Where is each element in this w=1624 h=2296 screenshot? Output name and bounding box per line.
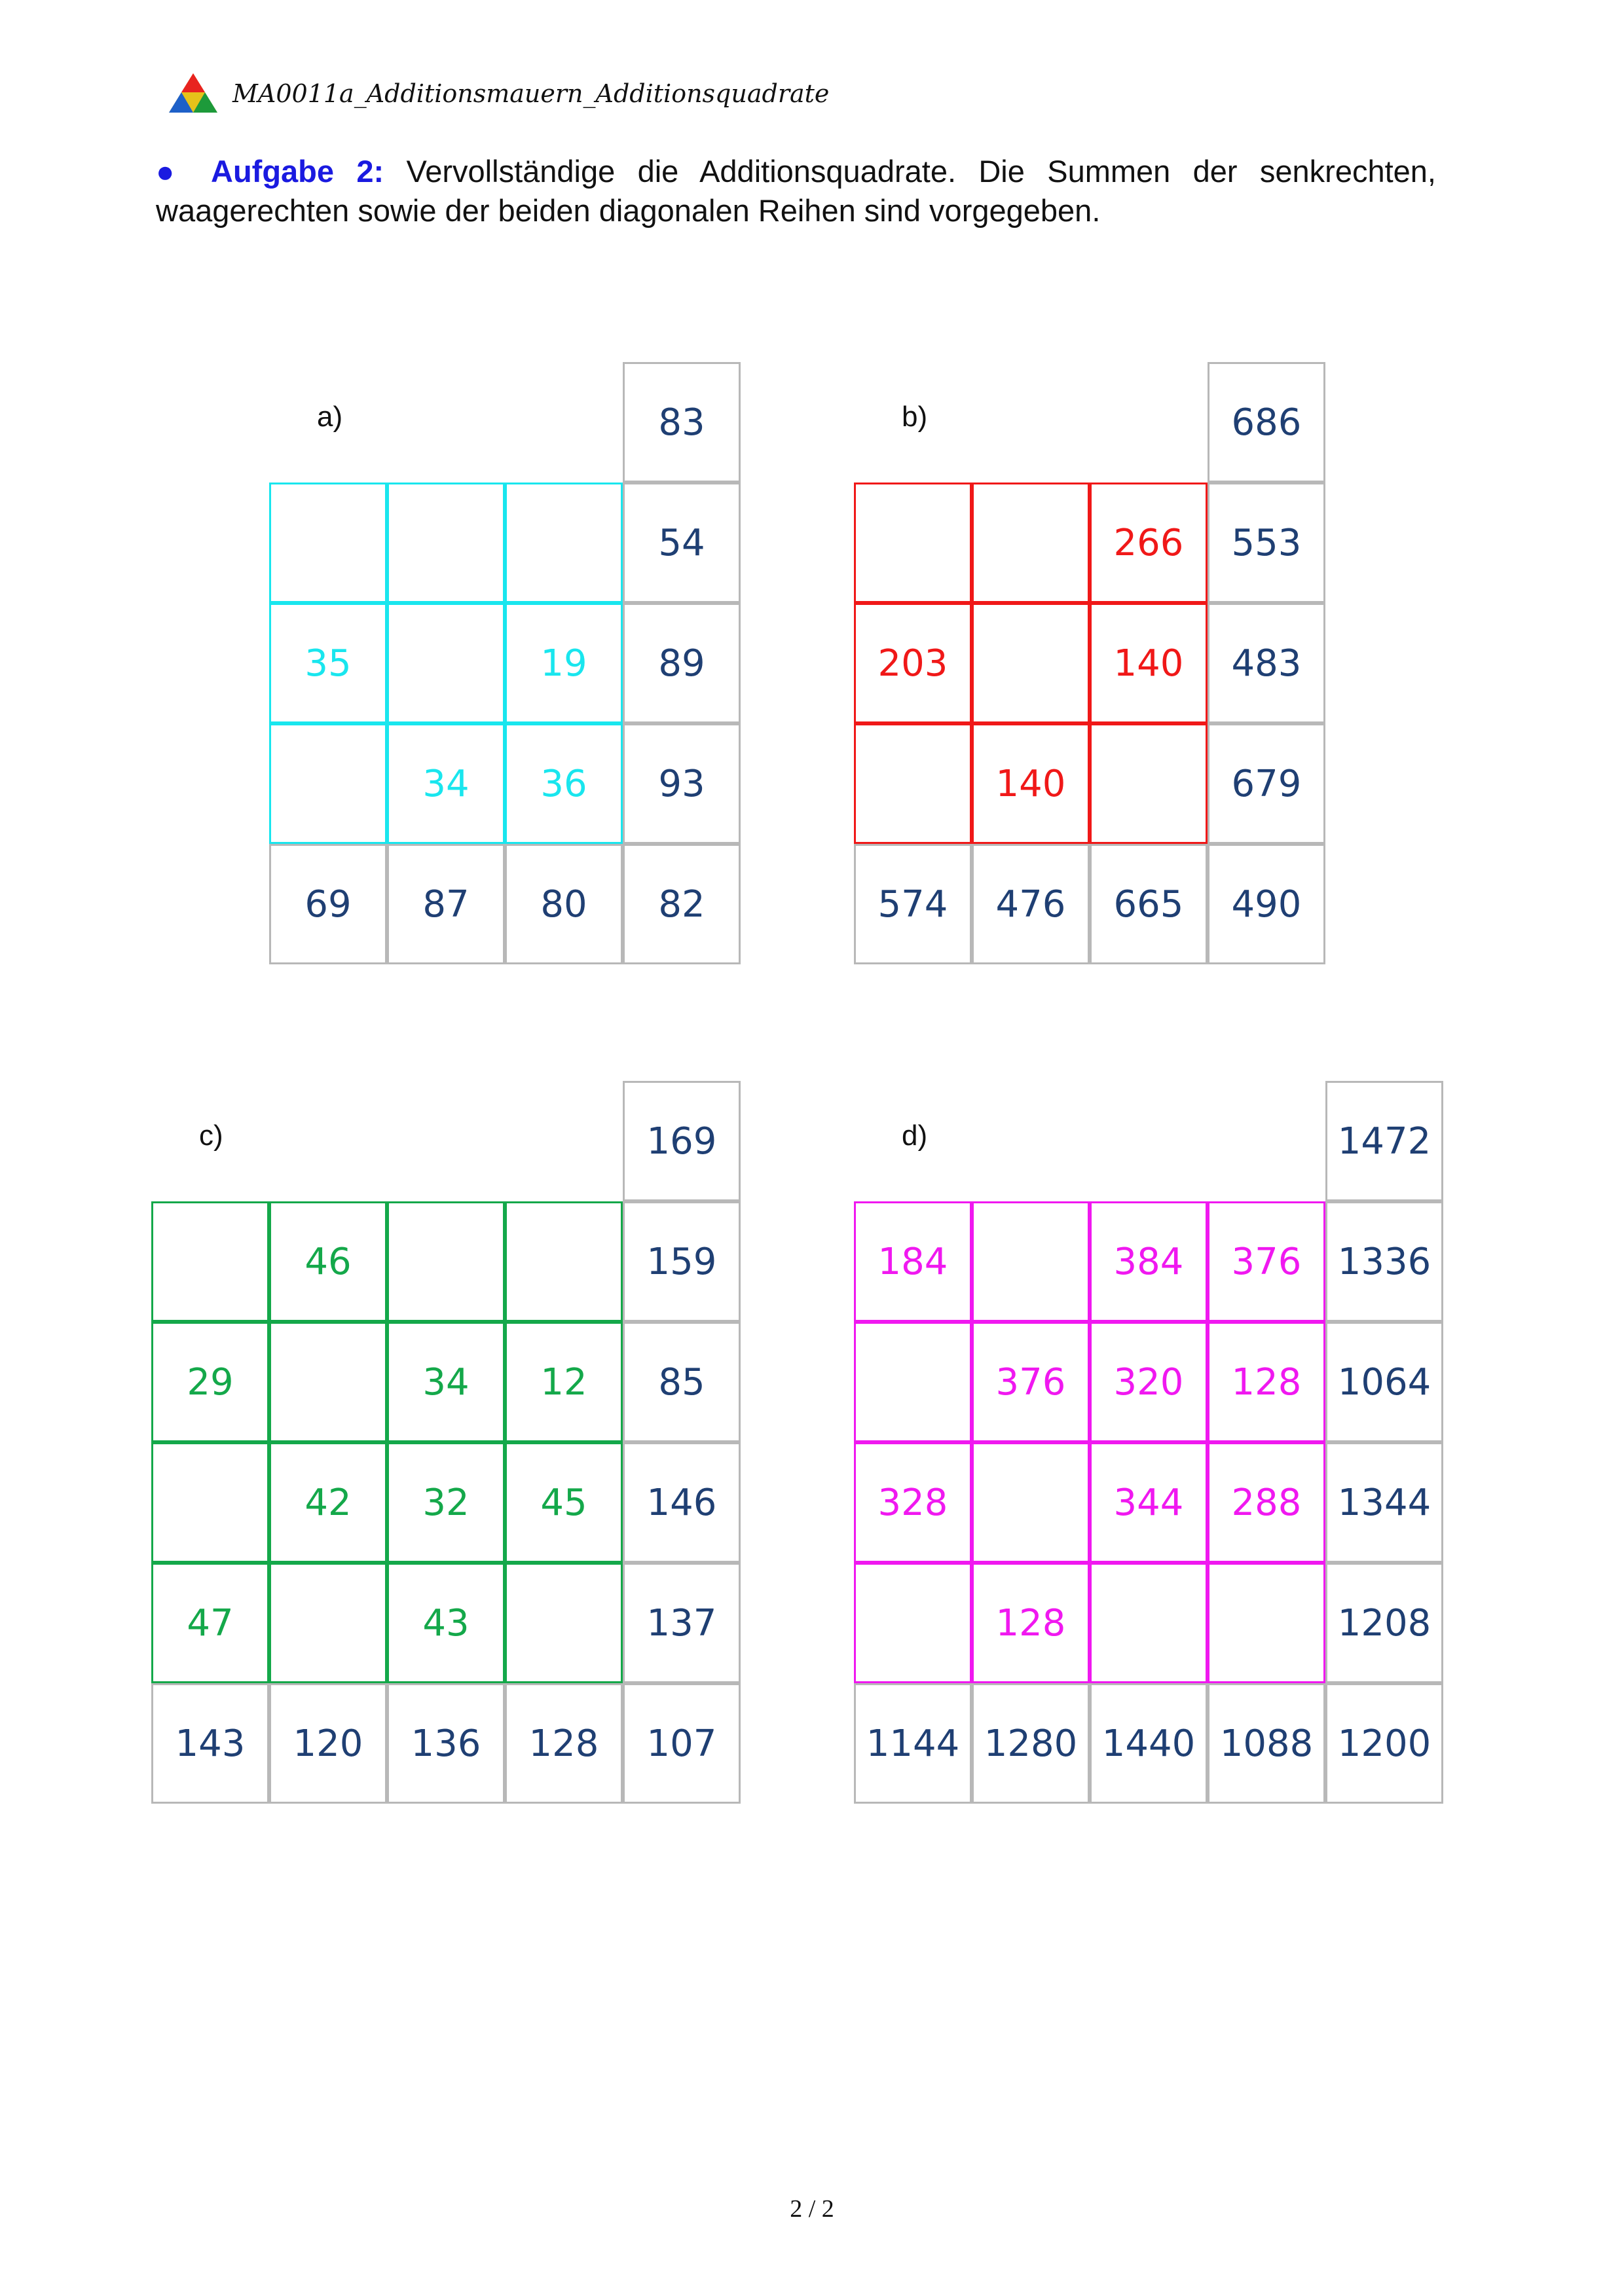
row-sum-b-1: 553 <box>1208 483 1325 603</box>
grid-cell-b-r2c1[interactable]: 203 <box>854 603 972 723</box>
grid-cell-a-r3c3[interactable]: 36 <box>505 723 623 844</box>
grid-cell-d-r1c1[interactable]: 184 <box>854 1201 972 1322</box>
row-sum-d-3: 1344 <box>1325 1442 1443 1563</box>
grid-cell-d-r2c3[interactable]: 320 <box>1090 1322 1208 1442</box>
grid-cell-c-r2c4[interactable]: 12 <box>505 1322 623 1442</box>
column-sum-c-1: 143 <box>151 1683 269 1804</box>
grid-cell-d-r4c3[interactable] <box>1090 1563 1208 1683</box>
grid-cell-c-r4c3[interactable]: 43 <box>387 1563 505 1683</box>
grid-cell-b-r3c2[interactable]: 140 <box>972 723 1090 844</box>
grid-cell-d-r1c2[interactable] <box>972 1201 1090 1322</box>
row-sum-d-1: 1336 <box>1325 1201 1443 1322</box>
column-sum-b-3: 665 <box>1090 844 1208 964</box>
task-instruction <box>156 152 1436 230</box>
grid-cell-c-r4c1[interactable]: 47 <box>151 1563 269 1683</box>
grid-cell-c-r1c3[interactable] <box>387 1201 505 1322</box>
grid-cell-a-r1c1[interactable] <box>269 483 387 603</box>
column-sum-c-3: 136 <box>387 1683 505 1804</box>
column-sum-d-4: 1088 <box>1208 1683 1325 1804</box>
grid-cell-b-r1c1[interactable] <box>854 483 972 603</box>
grid-cell-d-r4c4[interactable] <box>1208 1563 1325 1683</box>
document-header <box>167 71 829 117</box>
column-sum-d-1: 1144 <box>854 1683 972 1804</box>
row-sum-b-3: 679 <box>1208 723 1325 844</box>
grid-cell-d-r3c3[interactable]: 344 <box>1090 1442 1208 1563</box>
grid-cell-d-r4c1[interactable] <box>854 1563 972 1683</box>
diagonal-sum-bottom-a: 82 <box>623 844 741 964</box>
grid-cell-a-r3c1[interactable] <box>269 723 387 844</box>
grid-cell-b-r1c2[interactable] <box>972 483 1090 603</box>
task-bullet: ● <box>156 154 189 189</box>
row-sum-d-2: 1064 <box>1325 1322 1443 1442</box>
column-sum-c-4: 128 <box>505 1683 623 1804</box>
diagonal-sum-bottom-d: 1200 <box>1325 1683 1443 1804</box>
row-sum-d-4: 1208 <box>1325 1563 1443 1683</box>
row-sum-c-4: 137 <box>623 1563 741 1683</box>
grid-cell-c-r3c4[interactable]: 45 <box>505 1442 623 1563</box>
grid-cell-a-r3c2[interactable]: 34 <box>387 723 505 844</box>
grid-cell-a-r1c3[interactable] <box>505 483 623 603</box>
grid-cell-c-r1c2[interactable]: 46 <box>269 1201 387 1322</box>
column-sum-d-3: 1440 <box>1090 1683 1208 1804</box>
row-sum-a-2: 89 <box>623 603 741 723</box>
task-text: Vervollständige die Additionsquadrate. Die Summen der senkrechten, waagerechten sowie der beiden diagonalen Reihen sind vorgegeben. <box>156 154 1436 228</box>
grid-cell-d-r4c2[interactable]: 128 <box>972 1563 1090 1683</box>
row-sum-b-2: 483 <box>1208 603 1325 723</box>
diagonal-sum-top-b: 686 <box>1208 362 1325 483</box>
diagonal-sum-top-c: 169 <box>623 1081 741 1201</box>
grid-cell-c-r2c3[interactable]: 34 <box>387 1322 505 1442</box>
grid-cell-c-r3c1[interactable] <box>151 1442 269 1563</box>
page-number: 2 / 2 <box>790 2195 834 2223</box>
grid-cell-c-r4c4[interactable] <box>505 1563 623 1683</box>
grid-cell-a-r1c2[interactable] <box>387 483 505 603</box>
grid-cell-d-r3c2[interactable] <box>972 1442 1090 1563</box>
grid-cell-d-r2c4[interactable]: 128 <box>1208 1322 1325 1442</box>
grid-cell-b-r3c3[interactable] <box>1090 723 1208 844</box>
grid-cell-c-r2c2[interactable] <box>269 1322 387 1442</box>
grid-cell-d-r2c2[interactable]: 376 <box>972 1322 1090 1442</box>
grid-cell-c-r4c2[interactable] <box>269 1563 387 1683</box>
column-sum-d-2: 1280 <box>972 1683 1090 1804</box>
column-sum-a-3: 80 <box>505 844 623 964</box>
task-label: Aufgabe 2: <box>211 154 384 189</box>
column-sum-b-1: 574 <box>854 844 972 964</box>
puzzle-label-a: a) <box>317 401 343 433</box>
grid-cell-c-r3c3[interactable]: 32 <box>387 1442 505 1563</box>
row-sum-c-1: 159 <box>623 1201 741 1322</box>
row-sum-a-1: 54 <box>623 483 741 603</box>
grid-cell-d-r1c4[interactable]: 376 <box>1208 1201 1325 1322</box>
grid-cell-d-r3c4[interactable]: 288 <box>1208 1442 1325 1563</box>
row-sum-a-3: 93 <box>623 723 741 844</box>
column-sum-b-2: 476 <box>972 844 1090 964</box>
grid-cell-a-r2c2[interactable] <box>387 603 505 723</box>
grid-cell-c-r2c1[interactable]: 29 <box>151 1322 269 1442</box>
pyramid-logo-icon <box>167 72 219 115</box>
puzzle-label-c: c) <box>199 1120 223 1152</box>
column-sum-a-1: 69 <box>269 844 387 964</box>
document-title: MA0011a_Additionsmauern_Additionsquadrate <box>232 79 830 108</box>
diagonal-sum-top-a: 83 <box>623 362 741 483</box>
grid-cell-d-r2c1[interactable] <box>854 1322 972 1442</box>
grid-cell-b-r1c3[interactable]: 266 <box>1090 483 1208 603</box>
grid-cell-d-r3c1[interactable]: 328 <box>854 1442 972 1563</box>
grid-cell-b-r2c2[interactable] <box>972 603 1090 723</box>
column-sum-a-2: 87 <box>387 844 505 964</box>
column-sum-c-2: 120 <box>269 1683 387 1804</box>
diagonal-sum-bottom-b: 490 <box>1208 844 1325 964</box>
puzzle-label-b: b) <box>902 401 928 433</box>
grid-cell-a-r2c3[interactable]: 19 <box>505 603 623 723</box>
grid-cell-a-r2c1[interactable]: 35 <box>269 603 387 723</box>
grid-cell-b-r3c1[interactable] <box>854 723 972 844</box>
row-sum-c-2: 85 <box>623 1322 741 1442</box>
puzzle-label-d: d) <box>902 1120 928 1152</box>
grid-cell-b-r2c3[interactable]: 140 <box>1090 603 1208 723</box>
grid-cell-c-r1c1[interactable] <box>151 1201 269 1322</box>
diagonal-sum-top-d: 1472 <box>1325 1081 1443 1201</box>
grid-cell-c-r3c2[interactable]: 42 <box>269 1442 387 1563</box>
diagonal-sum-bottom-c: 107 <box>623 1683 741 1804</box>
grid-cell-c-r1c4[interactable] <box>505 1201 623 1322</box>
row-sum-c-3: 146 <box>623 1442 741 1563</box>
grid-cell-d-r1c3[interactable]: 384 <box>1090 1201 1208 1322</box>
